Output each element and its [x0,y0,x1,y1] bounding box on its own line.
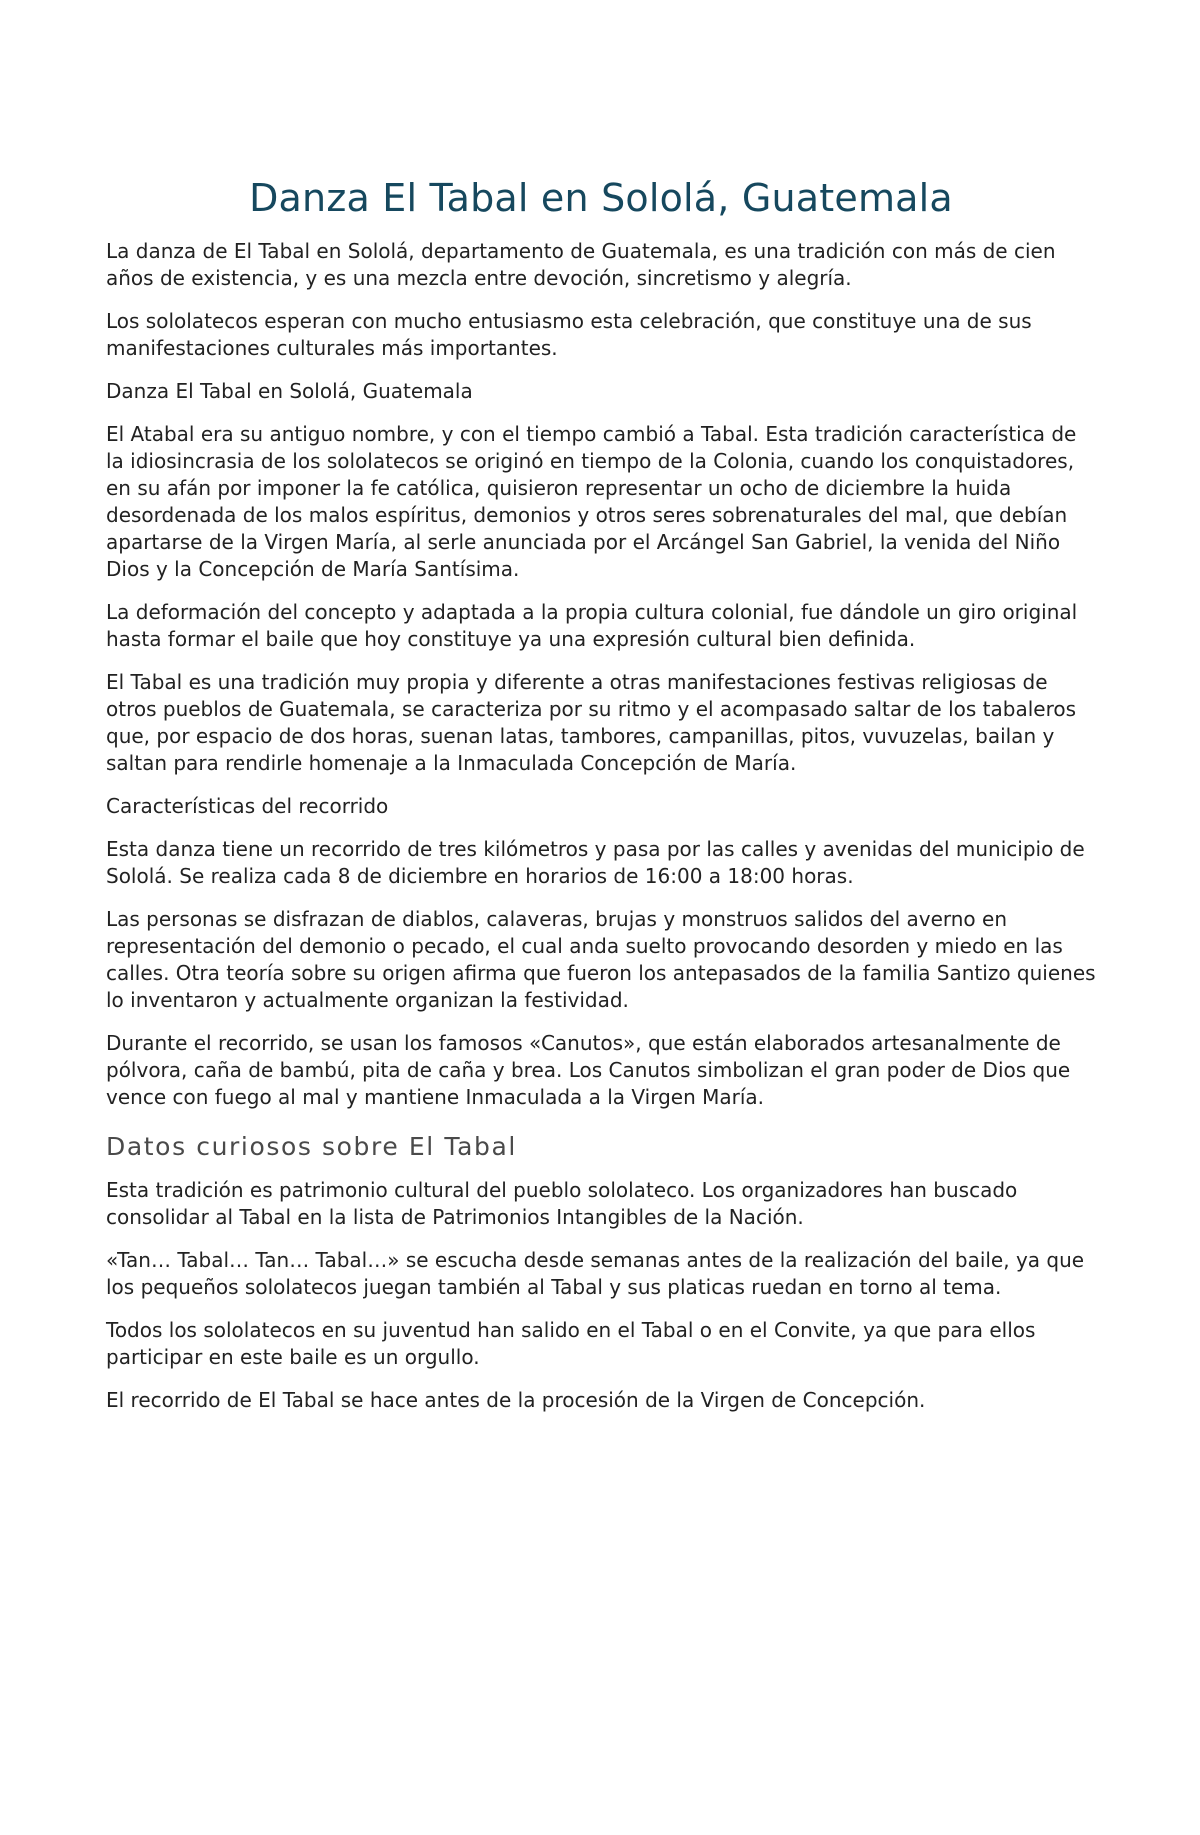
paragraph: Esta tradición es patrimonio cultural del pueblo sololateco. Los organizadores han buscado consolidar al Tabal en la lista de Patrimonios Intangibles de la Nación. [106,1178,1018,1229]
paragraph: La danza de El Tabal en Sololá, departamento de Guatemala, es una tradición con más de cien años de existencia, y es una mezcla entre devoción, sincretismo y alegría. [106,239,1056,290]
subheading-text: Características del recorrido [106,794,389,818]
paragraph: El Atabal era su antiguo nombre, y con el tiempo cambió a Tabal. Esta tradición característica de la idiosincrasia de los sololatecos se originó en tiempo de la Colonia, cuando los conquistadores, en su afán por imponer la fe católica, quisieron representar un ocho de diciembre la huida desordenada de los malos espíritus, demonios y otros seres sobrenaturales del mal, que debían apartarse de la Virgen María, al serle anunciada por el Arcángel San Gabriel, la venida del Niño Dios y la Concepción de María Santísima. [106,422,1077,581]
paragraph: Esta danza tiene un recorrido de tres kilómetros y pasa por las calles y avenidas del municipio de Sololá. Se realiza cada 8 de diciembre en horarios de 16:00 a 18:00 horas. [106,837,1085,888]
page-title: Danza El Tabal en Sololá, Guatemala [249,176,953,220]
paragraph: Durante el recorrido, se usan los famosos «Canutos», que están elaborados artesanalmente de pólvora, caña de bambú, pita de caña y brea. Los Canutos simbolizan el gran poder de Dios que vence con fuego al mal y mantiene Inmaculada a la Virgen María. [106,1031,1071,1109]
paragraph: El Tabal es una tradición muy propia y diferente a otras manifestaciones festivas religiosas de otros pueblos de Guatemala, se caracteriza por su ritmo y el acompasado saltar de los tabaleros que, por espacio de dos horas, suenan latas, tambores, campanillas, pitos, vuvuzelas, bailan y saltan para rendirle homenaje a la Inmaculada Concepción de María. [106,670,1077,775]
section-heading: Datos curiosos sobre El Tabal [106,1132,517,1161]
paragraph: Todos los sololatecos en su juventud han salido en el Tabal o en el Convite, ya que para ellos participar en este baile es un orgullo. [106,1318,1036,1369]
paragraph: El recorrido de El Tabal se hace antes de la procesión de la Virgen de Concepción. [106,1388,926,1412]
paragraph: Los sololatecos esperan con mucho entusiasmo esta celebración, que constituye una de sus manifestaciones culturales más importantes. [106,309,1032,360]
paragraph: «Tan… Tabal… Tan… Tabal…» se escucha desde semanas antes de la realización del baile, ya que los pequeños sololatecos juegan también al Tabal y sus platicas ruedan en torno al tema. [106,1248,1085,1299]
subheading-text: Danza El Tabal en Sololá, Guatemala [106,379,473,403]
paragraph: Las personas se disfrazan de diablos, calaveras, brujas y monstruos salidos del averno en representación del demonio o pecado, el cual anda suelto provocando desorden y miedo en las calles. Otra teoría sobre su origen afirma que fueron los antepasados de la familia Santizo quienes lo inventaron y actualmente organizan la festividad. [106,907,1096,1012]
document-page [106,172,1096,1430]
paragraph: La deformación del concepto y adaptada a la propia cultura colonial, fue dándole un giro original hasta formar el baile que hoy constituye ya una expresión cultural bien definida. [106,600,1078,651]
